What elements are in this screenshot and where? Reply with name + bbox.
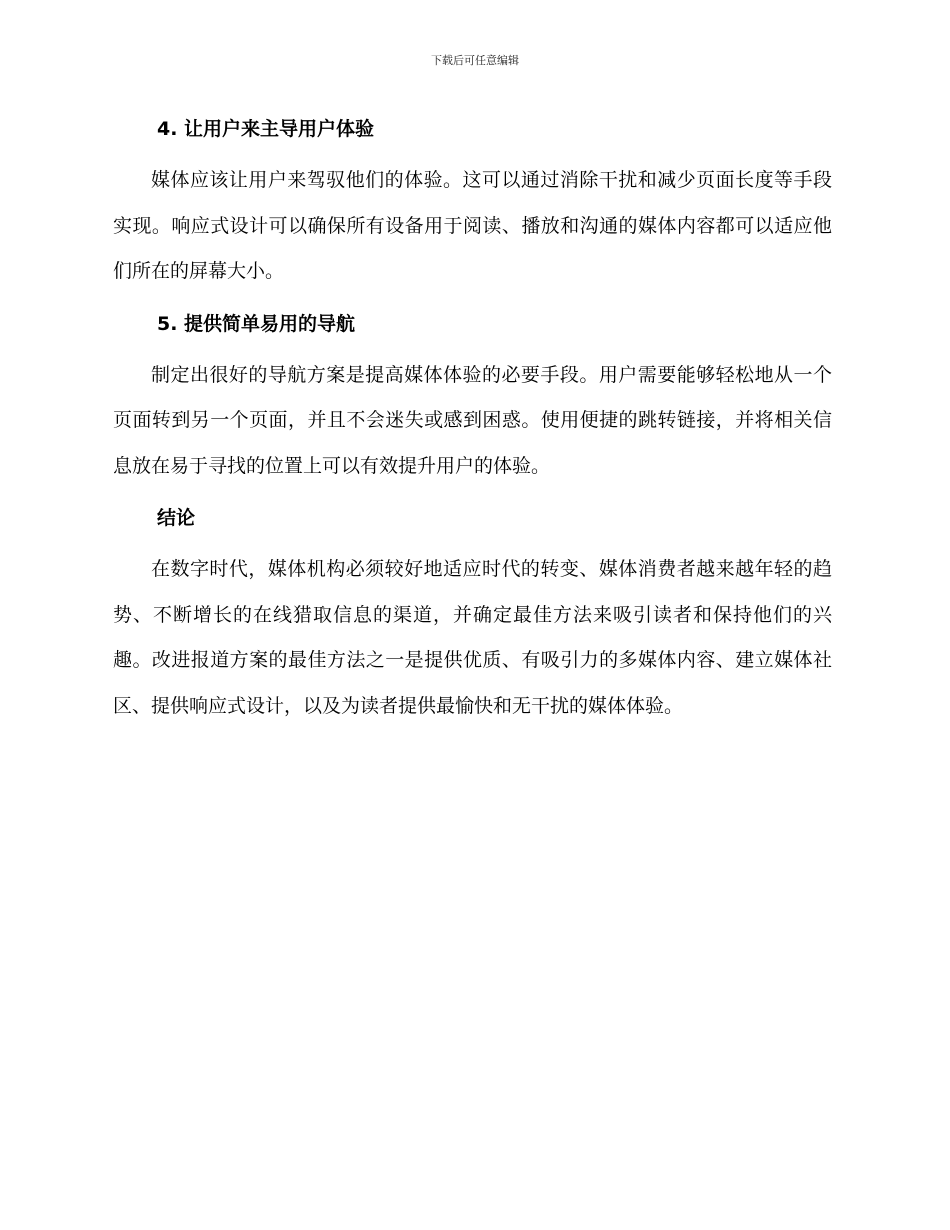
section-5-paragraph: 制定出很好的导航方案是提高媒体体验的必要手段。用户需要能够轻松地从一个页面转到另一个页面，并且不会迷失或感到困惑。使用便捷的跳转链接，并将相关信息放在易于寻找的位置上可以有效提升用户的体验。 (113, 363, 832, 477)
conclusion-heading: 结论 (157, 507, 196, 529)
section-4-paragraph: 媒体应该让用户来驾驭他们的体验。这可以通过消除干扰和减少页面长度等手段实现。响应式设计可以确保所有设备用于阅读、播放和沟通的媒体内容都可以适应他们所在的屏幕大小。 (113, 169, 832, 282)
section-4-heading: 4. 让用户来主导用户体验 (157, 118, 375, 140)
page-header-note: 下载后可任意编辑 (431, 54, 519, 67)
section-5-heading: 5. 提供简单易用的导航 (157, 312, 356, 335)
conclusion-paragraph: 在数字时代，媒体机构必须较好地适应时代的转变、媒体消费者越来越年轻的趋势、不断增长的在线猎取信息的渠道，并确定最佳方法来吸引读者和保持他们的兴趣。改进报道方案的最佳方法之一是提供优质、有吸引力的多媒体内容、建立媒体社区、提供响应式设计，以及为读者提供最愉快和无干扰的媒体体验。 (113, 558, 832, 717)
document-body (113, 112, 832, 729)
